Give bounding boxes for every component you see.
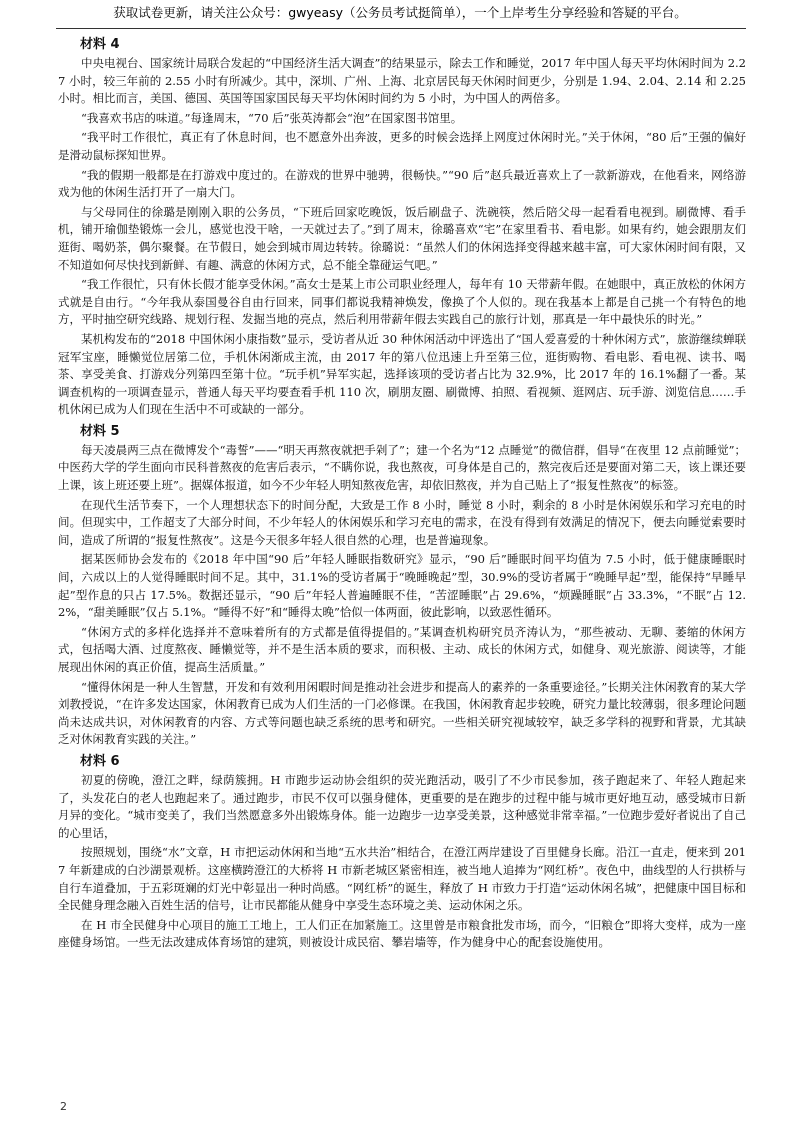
page-number: 2	[60, 1100, 67, 1113]
paragraph: 某机构发布的“2018 中国休闲小康指数”显示，受访者从近 30 种休闲活动中评选出了“国人爱喜爱的十种休闲方式”，旅游继续蝉联冠军宝座，睡懒觉位居第二位，手机休闲渐成主流，由 2017 年的第八位迅速上升至第三位，逛街购物、看电影、看电视、读书、喝茶、享受美食、打游戏分列第四至第十位。“玩手机”异军实起，选择该项的受访者占比为 32.9%，比 2017 年的 16.1%翻了一番。某调查机构的一项调查显示，普通人每天平均要查看手机 110 次，刷朋友圈、刷微博、拍照、看视频、逛网店、玩手游、浏览信息……手机休闲已成为人们现在生活中不可或缺的一部分。	[58, 331, 746, 417]
section-title: 材料 5	[80, 423, 120, 439]
paragraph: 中央电视台、国家统计局联合发起的“中国经济生活大调查”的结果显示，除去工作和睡觉，2017 年中国人每天平均休闲时间为 2.27 小时，较三年前的 2.55 小时有所减少。其中，深圳、广州、上海、北京居民每天休闲时间更少，分别是 1.94、2.04、2.14 和 2.25 小时。相比而言，美国、德国、英国等国家国民每天平均休闲时间约为 5 小时，为中国人的两倍多。	[58, 56, 746, 106]
paragraph: “我喜欢书店的味道。”每逢周末，“70 后”张英涛都会“泡”在国家图书馆里。	[81, 110, 463, 125]
paragraph: 在 H 市全民健身中心项目的施工工地上，工人们正在加紧施工。这里曾是市粮食批发市场，而今，“旧粮仓”即将大变样，成为一座座健身场馆。一些无法改建成体育场馆的建筑，则被设计成民宿、攀岩墙等，作为健身中心的配套设施使用。	[58, 917, 746, 950]
paragraph: 在现代生活节奏下，一个人理想状态下的时间分配，大致是工作 8 小时，睡觉 8 小时，剩余的 8 小时是休闲娱乐和学习充电的时间。但现实中，工作超支了大部分时间，不少年轻人的休闲娱乐和学习充电的需求，在没有得到有效满足的情况下，便去向睡觉索要时间，造成了所谓的“报复性熬夜”。这是今天很多年轻人很自然的心理，也是普遍现象。	[58, 497, 746, 547]
paragraph: “休闲方式的多样化选择并不意味着所有的方式都是值得提倡的。”某调查机构研究员齐涛认为，“那些被动、无聊、萎缩的休闲方式，包括喝大酒、过度熬夜、睡懒觉等，并不是生活本质的要求，而积极、主动、成长的休闲方式，如健身、观光旅游、阅读等，才能展现出休闲的真正价值，提高生活质量。”	[58, 624, 746, 674]
section-title: 材料 6	[80, 753, 120, 769]
paragraph: “我的假期一般都是在打游戏中度过的。在游戏的世界中驰骋，很畅快。”“90 后”赵兵最近喜欢上了一款新游戏，在他看来，网络游戏为他的休闲生活打开了一扇大门。	[58, 167, 746, 200]
section-material-6	[58, 751, 746, 952]
section-title: 材料 4	[80, 37, 120, 52]
paragraph: 每天凌晨两三点在微博发个“毒誓”——“明天再熬夜就把手剁了”；建一个名为“12 点睡觉”的微信群，倡导“在夜里 12 点前睡觉”；中医药大学的学生面向市民科普熬夜的危害后表示，“不瞒你说，我也熬夜，可身体是自己的，熬完夜后还是要面对第二天，该上课还要上课，该上班还要上班”。据媒体报道，如今不少年轻人明知熬夜危害，却依旧熬夜，并为自己贴上了“报复性熬夜”的标签。	[58, 442, 746, 493]
section-material-4	[58, 34, 746, 419]
document-body	[58, 34, 746, 954]
paragraph: 据某医师协会发布的《2018 年中国“90 后”年轻人睡眠指数研究》显示，“90 后”睡眠时间平均值为 7.5 小时，低于健康睡眠时间，六成以上的人觉得睡眠时间不足。其中，31.1%的受访者属于“晚睡晚起”型，30.9%的受访者属于“晚睡早起”型，能保持“早睡早起”型作息的只占 17.5%。数据还显示，“90 后”年轻人普遍睡眠不佳，“苦涩睡眠”占 29.6%，“烦躁睡眠”占 33.3%，“不眠”占 12.2%，“甜美睡眠”仅占 5.1%。“睡得不好”和“睡得太晚”恰似一体两面，彼此影响，以致恶性循环。	[58, 552, 746, 620]
header-divider	[56, 28, 746, 29]
paragraph: 与父母同住的徐璐是刚刚入职的公务员，“下班后回家吃晚饭，饭后刷盘子、洗碗筷，然后陪父母一起看看电视到。刷微博、看手机，铺开瑜伽垫锻炼一会儿，感觉也没干啥，一天就过去了。”到了周末，徐璐喜欢“宅”在家里看书、看电影。如果有约，她会跟朋友们逛街、喝奶茶，偶尔聚餐。在节假日，她会到城市周边转转。徐璐说：“虽然人们的休闲选择变得越来越丰富，可大家休闲时间有限，又不知道如何尽快找到新鲜、有趣、满意的休闲方式，总不能全靠碰运气吧。”	[58, 204, 746, 272]
section-material-5	[58, 421, 746, 749]
paragraph: “我平时工作很忙，真正有了休息时间，也不愿意外出奔波，更多的时候会选择上网度过休闲时光。”关于休闲，“80 后”王强的偏好是滑动鼠标探知世界。	[58, 130, 746, 162]
paragraph: 按照规划，围绕“水”文章，H 市把运动休闲和当地“五水共治”相结合，在澄江两岸建设了百里健身长廊。沿江一直走，便来到 2017 年新建成的白沙湖景观桥。这座横跨澄江的大桥将 H 市新老城区紧密相连，被当地人追捧为“网红桥”。夜色中，曲线型的人行拱桥与自行车道叠加，于五彩斑斓的灯光中彰显出一种时尚感。“网红桥”的诞生，释放了 H 市致力于打造“运动休闲名城”，把健康中国目标和全民健身理念融入百姓生活的信号，让市民都能从健身中享受生态环境之美、运动休闲之乐。	[58, 845, 746, 913]
paragraph: “我工作很忙，只有休长假才能享受休闲。”高女士是某上市公司职业经理人，每年有 10 天带薪年假。在她眼中，真正放松的休闲方式就是自由行。“今年我从泰国曼谷自由行回来，同事们都说我精神焕发，像换了个人似的。现在我基本上都是自己挑一个有特色的地方，平时抽空研究线路、规划行程、发掘当地的亮点，然后利用带薪年假去实践自己的旅行计划，那真是一年中最快乐的时光。”	[58, 277, 746, 327]
page-header-notice: 获取试卷更新，请关注公众号：gwyeasy（公务员考试挺简单），一个上岸考生分享经验和答疑的平台。	[113, 5, 687, 20]
paragraph: 初夏的傍晚，澄江之畔，绿荫簇拥。H 市跑步运动协会组织的荧光跑活动，吸引了不少市民参加，孩子跑起来了、年轻人跑起来了，头发花白的老人也跑起来了。通过跑步，市民不仅可以强身健体，更重要的是在跑步的过程中能与城市更好地互动，感受城市日新月异的变化。“城市变美了，我们当然愿意多外出锻炼身体。能一边跑步一边享受美景，这种感觉非常幸福。”一位跑步爱好者说出了自己的心里话，	[58, 772, 746, 840]
paragraph: “懂得休闲是一种人生智慧，开发和有效利用闲暇时间是推动社会进步和提高人的素养的一条重要途径。”长期关注休闲教育的某大学刘教授说，“在许多发达国家，休闲教育已成为人们生活的一门必修课。在我国，休闲教育起步较晚，研究力量比较薄弱，很多理论问题尚未达成共识，对休闲教育的内容、方式等问题也缺乏系统的思考和研究。一些相关研究视域较窄，缺乏多学科的视野和背景，尤其缺乏对休闲教育实践的关注。”	[58, 679, 746, 747]
